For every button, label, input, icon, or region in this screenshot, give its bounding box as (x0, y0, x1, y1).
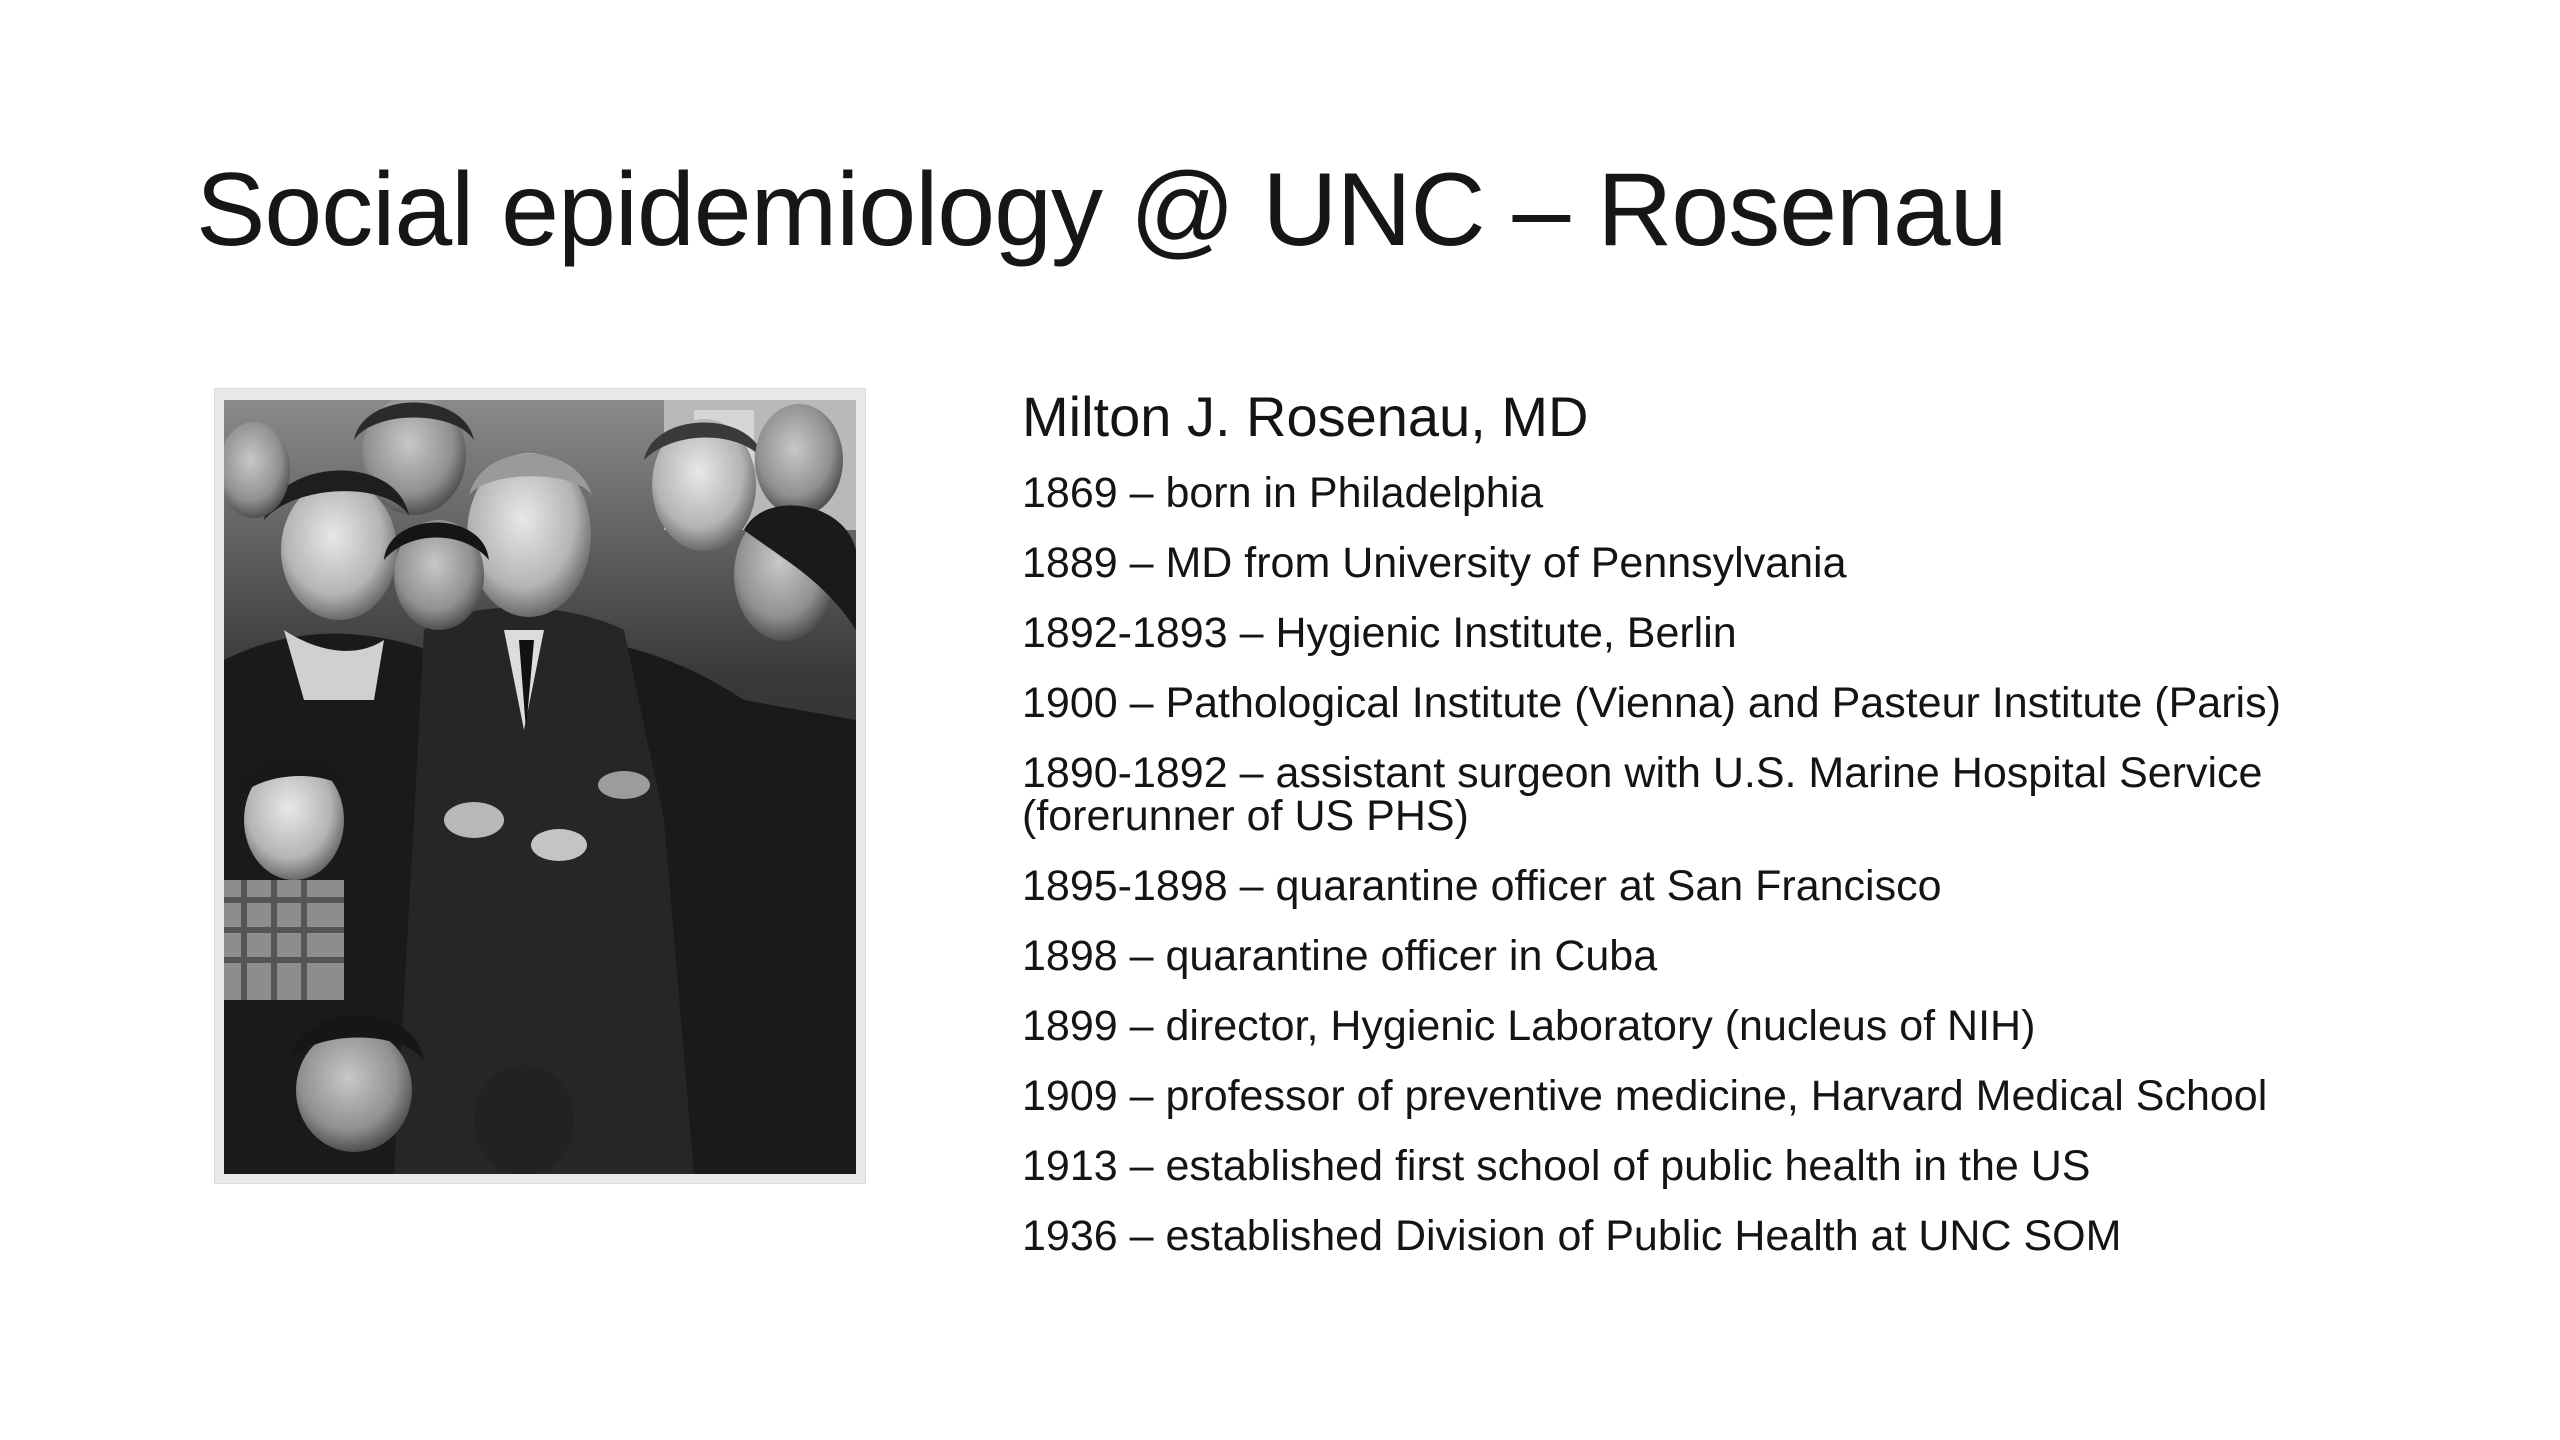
person-name: Milton J. Rosenau, MD (1022, 385, 1589, 448)
timeline-item: 1892-1893 – Hygienic Institute, Berlin (1022, 609, 1737, 657)
timeline-list (1022, 469, 2442, 1260)
timeline-item: 1869 – born in Philadelphia (1022, 469, 1544, 517)
timeline-item: 1909 – professor of preventive medicine, Harvard Medical School (1022, 1072, 2268, 1120)
slide-title: Social epidemiology @ UNC – Rosenau (196, 152, 2007, 268)
timeline-item: 1890-1892 – assistant surgeon with U.S. Marine Hospital Service (forerunner of US PHS) (1022, 749, 2263, 840)
timeline-item: 1899 – director, Hygienic Laboratory (nucleus of NIH) (1022, 1002, 2036, 1050)
timeline-item: 1913 – established first school of public health in the US (1022, 1142, 2091, 1190)
timeline-item: 1898 – quarantine officer in Cuba (1022, 932, 1658, 980)
group-photo-illustration (224, 400, 856, 1174)
timeline-item: 1900 – Pathological Institute (Vienna) and Pasteur Institute (Paris) (1022, 679, 2281, 727)
timeline-item: 1889 – MD from University of Pennsylvania (1022, 539, 1847, 587)
portrait-photo (214, 388, 866, 1184)
bio-section (1022, 384, 2442, 1285)
timeline-item: 1895-1898 – quarantine officer at San Francisco (1022, 862, 1942, 910)
timeline-item: 1936 – established Division of Public Health at UNC SOM (1022, 1212, 2122, 1260)
